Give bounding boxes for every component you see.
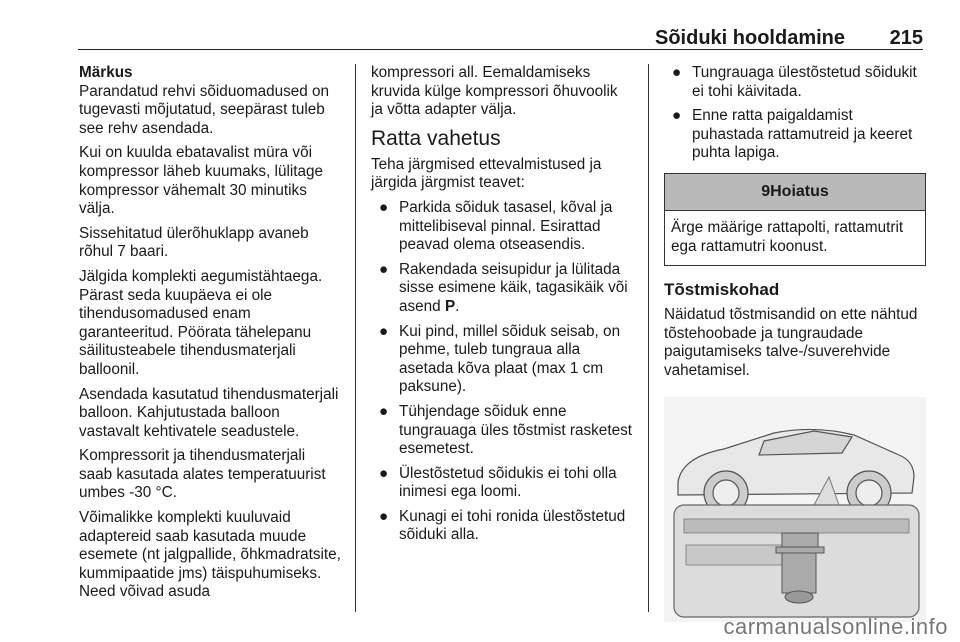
car-illustration <box>678 429 914 515</box>
paragraph: Parandatud rehvi sõiduomadused on tugevasti mõjutatud, seepärast tuleb see rehv asendada. <box>79 82 330 137</box>
warning-triangle-icon: 9 <box>761 182 771 200</box>
paragraph: Kompressorit ja tihendusmaterjali saab kasutada alates temperatuurist umbes -30 °C. <box>79 447 326 502</box>
column-2 <box>371 64 633 551</box>
list-item: ● Enne ratta paigaldamist puhastada rattamutreid ja keeret puhta lapiga. <box>672 107 913 162</box>
lifting-point-illustration <box>664 397 926 622</box>
list-item: ● Parkida sõiduk tasasel, kõval ja mittelibiseval pinnal. Esirattad peavad olema otseasendis. <box>379 198 613 254</box>
warning-header <box>665 174 925 211</box>
heading-lifting-points: Tõstmiskohad <box>664 280 780 300</box>
gear-position: P <box>444 297 456 315</box>
bullet-icon: ● <box>672 107 682 125</box>
warning-title: Hoiatus <box>770 182 829 200</box>
list-item: ● Tungrauaga ülestõstetud sõidukit ei tohi käivitada. <box>672 64 917 100</box>
watermark: carmanualsonline.info <box>723 614 948 639</box>
column-divider <box>648 64 649 612</box>
page-header <box>78 27 923 50</box>
bullet-icon: ● <box>379 322 389 340</box>
bullet-icon: ● <box>379 402 389 420</box>
bullet-icon: ● <box>379 464 389 482</box>
paragraph: Teha järgmised ettevalmistused ja järgida järgmist teavet: <box>371 155 602 192</box>
list-item: ● Tühjendage sõiduk enne tungrauaga üles tõstmist rasketest esemetest. <box>379 402 632 458</box>
column-1 <box>79 64 341 608</box>
list-item: ● Kui pind, millel sõiduk seisab, on pehme, tuleb tungraua alla asetada kõva plaat (max 1 cm paksune). <box>379 322 621 396</box>
warning-text: Ärge määrige rattapolti, rattamutrit ega rattamutri koonust. <box>671 218 904 255</box>
bullet-list <box>371 199 633 545</box>
page-number: 215 <box>889 27 923 49</box>
bullet-icon: ● <box>672 64 682 81</box>
bullet-list <box>664 64 926 163</box>
column-3 <box>664 64 926 622</box>
heading-wheel-change: Ratta vahetus <box>371 126 501 150</box>
bullet-icon: ● <box>379 507 389 525</box>
paragraph: Näidatud tõstmisandid on ette nähtud tõstehoobade ja tungraudade paigutamiseks talve-/suverehvide vahetamisel. <box>664 306 918 379</box>
bullet-icon: ● <box>379 198 389 216</box>
list-item: ● Ülestõstetud sõidukis ei tohi olla inimesi ega loomi. <box>379 464 617 501</box>
list-item: ● Rakendada seisupidur ja lülitada sisse esimene käik, tagasikäik või asend P. <box>379 260 628 315</box>
column-divider <box>355 64 356 612</box>
paragraph: Kui on kuulda ebatavalist müra või kompressor läheb kuumaks, lülitage kompressor vähemalt 30 minutiks välja. <box>79 144 324 218</box>
paragraph: Jälgida komplekti aegumistähtaega. Pärast seda kuupäeva ei ole tihendusomadused enam garanteeritud. Pöörata tähelepanu säilitusteabele tihendusmaterjali balloonil. <box>79 267 323 378</box>
paragraph: Asendada kasutatud tihendusmaterjali balloon. Kahjutustada balloon vastavalt kehtivatele seadustele. <box>79 385 339 440</box>
list-item: ● Kunagi ei tohi ronida ülestõstetud sõiduki alla. <box>379 507 626 544</box>
paragraph: Võimalikke komplekti kuuluvaid adaptereid saab kasutada muude esemete (nt jalgpallide, õhkmadratsite, kummipaatide jms) täispuhumiseks. Need võivad asuda <box>79 509 341 601</box>
warning-box <box>664 173 926 266</box>
paragraph: Sissehitatud ülerõhuklapp avaneb rõhul 7 baari. <box>79 224 309 261</box>
section-title: Sõiduki hooldamine <box>654 27 845 49</box>
note-title: Märkus <box>79 64 133 81</box>
paragraph: kompressori all. Eemaldamiseks kruvida külge kompressori õhuvoolik ja võtta adapter välja. <box>371 64 618 119</box>
bullet-icon: ● <box>379 260 389 278</box>
